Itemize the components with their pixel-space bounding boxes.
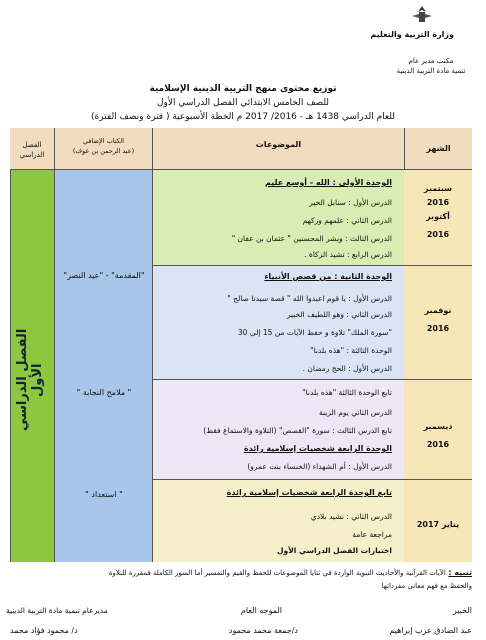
lesson: الدرس الثاني يوم الزينة [319, 408, 392, 417]
book-item-3: " استعداد " [85, 490, 123, 499]
section-3 [152, 380, 404, 480]
doc-year: للعام الدراسي 1438 هـ - 2016/ 2017 م الخطة الأسبوعية ( فترة ونصف الفترة) [90, 112, 395, 122]
lesson: الدرس الثالث : وبشر المحسنين " عثمان بن عفان " [231, 234, 392, 243]
section-4 [152, 480, 404, 562]
ministry-logo [402, 4, 442, 30]
lesson: الدرس الثاني : نشيد بلادي [310, 512, 392, 521]
signature-name-expert: عبد الصادق عزب إبراهيم [389, 626, 472, 635]
month-column [404, 170, 472, 562]
section-1 [152, 170, 404, 266]
term-column [10, 170, 54, 562]
month-jan: يناير 2017 [416, 520, 460, 529]
unit-title: الوحدة الرابعة شخصيات إسلامية رائدة [243, 444, 392, 453]
note-text: الآيات القرآنية والأحاديث النبوية الواردة في ثنايا الموضوعات للحفظ والقيم والتفسير أما السور الكاملة فمقررة للتلاوة [108, 569, 446, 577]
header-month: الشهر [404, 128, 472, 170]
year-oct: 2016 [426, 230, 450, 239]
office-label: مكتب مدير عام [408, 57, 454, 65]
book-item-1: "المقدمة" - "عيد النصر" [63, 271, 145, 280]
lesson: الدرس الأول : سنابل الخير [309, 198, 392, 207]
lesson: اختبارات الفصل الدراسي الأول [277, 546, 392, 555]
lesson: الدرس الثاني : علمهم وزكهم [302, 216, 392, 225]
month-sep: سبتمبر [423, 184, 452, 193]
section-2 [152, 266, 404, 380]
lesson: الوحدة الثالثة : "هذه بلدنا" [310, 346, 392, 355]
lesson: الدرس الرابع : تشيد الزكاة . [304, 250, 392, 259]
month-divider [404, 265, 472, 266]
signature-role-director: مديرعام تنمية مادة التربية الدينية [6, 606, 108, 615]
doc-subtitle: للصف الخامس الابتدائي الفصل الدراسي الأول [156, 98, 330, 108]
month-divider [404, 379, 472, 380]
lesson: الدرس الأول : يا قوم اعبدوا الله " قصة سيدنا صالح " [227, 294, 392, 303]
signature-name-supervisor: د/جمعة محمد محمود [228, 626, 298, 635]
unit-title: الوحدة الثانية : من قصص الأنبياء [264, 272, 392, 281]
header-term: الفصل الدراسي [10, 128, 54, 170]
header-topics: الموضوعات [152, 128, 404, 170]
lesson: الدرس الثاني : وهو اللطيف الخبير [286, 310, 392, 319]
lesson: الدرس الأول : أم الشهداء (الخنساء بنت عمرو) [247, 462, 392, 471]
lesson: "سورة الملك" تلاوة و حفظ الآيات من 15 إلى 30 [237, 328, 392, 337]
dept-label: تنمية مادة التربية الدينية [396, 67, 466, 75]
note-text-2: والحفظ مع فهم معاني مفرداتها [381, 582, 472, 590]
lesson: تابع الدرس الثالث : سورة "القصص" (التلاوة والاستماع فقط) [203, 426, 392, 435]
signature-name-director: د/ محمود فؤاد محمد [10, 626, 78, 635]
term-label: الفصل الدراسي الأول [15, 328, 45, 432]
signature-role-expert: الخبير [452, 606, 472, 615]
book-column [54, 170, 152, 562]
lesson: الدرس الأول : الحج رمضان . [302, 364, 392, 373]
year-sep: 2016 [426, 198, 450, 207]
unit-continued: تابع الوحدة الثالثة "هذه بلدنا" [302, 388, 392, 397]
unit-title: تابع الوحدة الرابعة شخصيات إسلامية رائدة [226, 488, 392, 497]
month-nov: نوفمبر [424, 306, 452, 315]
year-dec: 2016 [426, 440, 450, 449]
month-divider [404, 479, 472, 480]
month-oct: أكتوبر [426, 212, 450, 221]
doc-title: توزيع محتوى منهج التربية الدينية الإسلامية [149, 84, 337, 94]
lesson: مراجعة عامة [352, 530, 392, 539]
signature-role-supervisor: الموجه العام [240, 606, 282, 615]
ministry-name: وزارة التربية والتعليم [370, 30, 454, 39]
note [12, 568, 472, 577]
year-nov: 2016 [426, 324, 450, 333]
note-label: تنبيه : [448, 568, 472, 577]
header-book: الكتاب الإضافي (عبد الرحمن بن عوف) [54, 128, 152, 170]
unit-title: الوحدة الأولى : الله - أوسع عليم [264, 178, 392, 187]
book-item-2: " ملامح النجابة " [76, 388, 132, 397]
month-dec: ديسمبر [423, 422, 453, 431]
